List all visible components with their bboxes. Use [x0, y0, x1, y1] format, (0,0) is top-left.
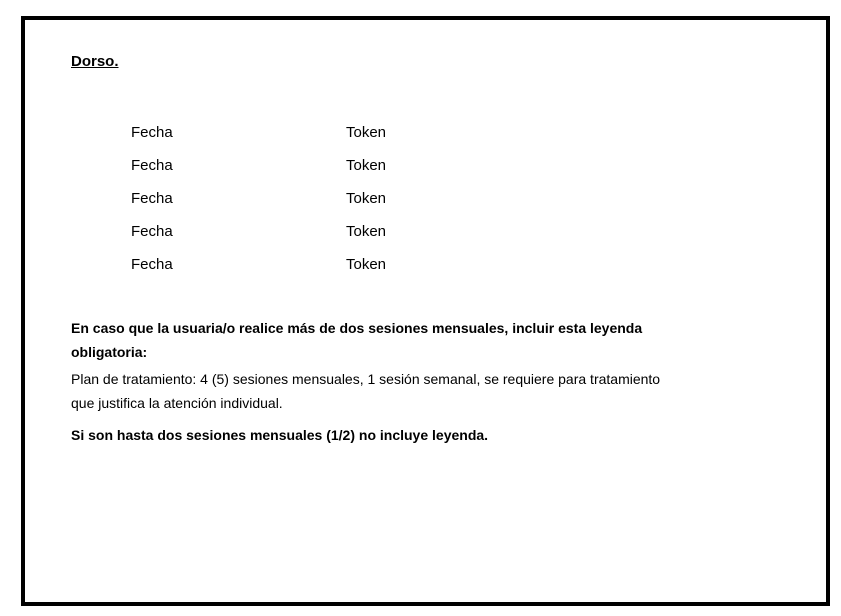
- paragraph-line: obligatoria:: [71, 344, 148, 360]
- paragraph-line: que justifica la atención individual.: [71, 395, 283, 411]
- table-row: [131, 248, 386, 281]
- fecha-cell: Fecha: [131, 124, 173, 141]
- table-row: [131, 116, 386, 149]
- heading-dorso: Dorso.: [71, 53, 119, 70]
- table-row: [131, 182, 386, 215]
- fecha-token-table: [131, 116, 386, 281]
- token-cell: Token: [346, 157, 387, 174]
- token-cell: Token: [346, 124, 387, 141]
- table-row: [131, 149, 386, 182]
- paragraph-treatment-plan: [71, 367, 660, 415]
- paragraph-no-legend-rule: [71, 423, 488, 447]
- fecha-cell: Fecha: [131, 190, 173, 207]
- fecha-cell: Fecha: [131, 256, 173, 273]
- token-cell: Token: [346, 256, 387, 273]
- fecha-cell: Fecha: [131, 223, 173, 240]
- token-cell: Token: [346, 190, 387, 207]
- paragraph-legend-requirement: [71, 316, 642, 364]
- token-cell: Token: [346, 223, 387, 240]
- paragraph-line: Si son hasta dos sesiones mensuales (1/2) no incluye leyenda.: [71, 427, 489, 443]
- page-border-frame: [21, 16, 830, 606]
- table-row: [131, 215, 386, 248]
- paragraph-line: Plan de tratamiento: 4 (5) sesiones mensuales, 1 sesión semanal, se requiere para tratamiento: [71, 371, 661, 387]
- fecha-cell: Fecha: [131, 157, 173, 174]
- paragraph-line: En caso que la usuaria/o realice más de dos sesiones mensuales, incluir esta leyenda: [71, 320, 643, 336]
